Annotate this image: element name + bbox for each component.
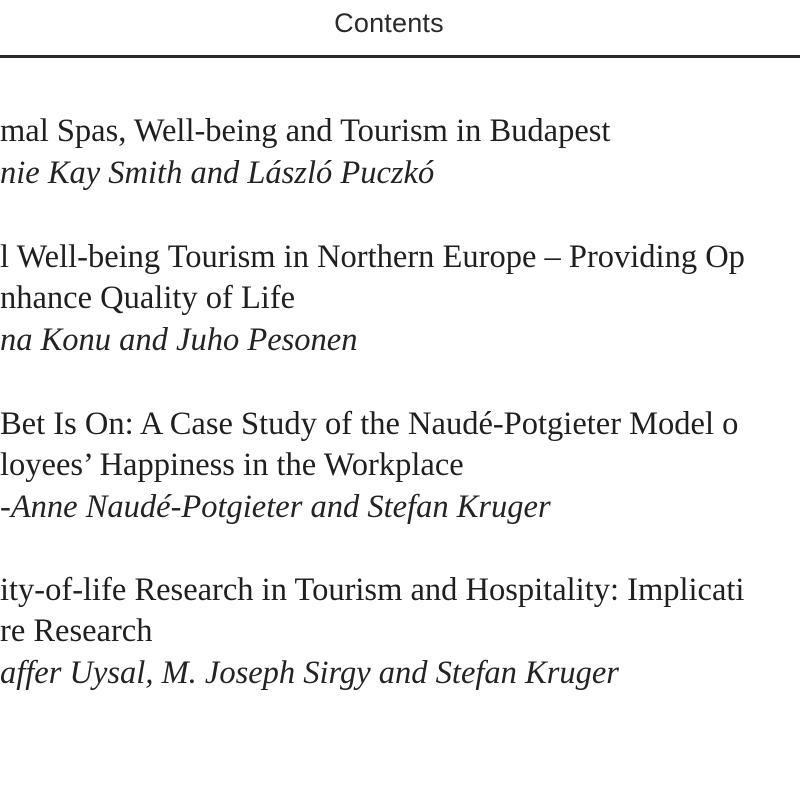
toc-entry-authors: nie Kay Smith and László Puczkó xyxy=(0,155,435,191)
toc-entry-title-line: re Research xyxy=(0,613,153,649)
toc-entry-title-line: Bet Is On: A Case Study of the Naudé-Potgieter Model o xyxy=(0,406,739,442)
toc-entry-authors: affer Uysal, M. Joseph Sirgy and Stefan Kruger xyxy=(0,655,619,691)
toc-entry-title-line: nhance Quality of Life xyxy=(0,280,296,316)
toc-entry-title-line: l Well-being Tourism in Northern Europe – Providing Op xyxy=(0,239,745,275)
toc-entry-authors: -Anne Naudé-Potgieter and Stefan Kruger xyxy=(0,489,551,525)
toc-entry-title-line: mal Spas, Well-being and Tourism in Budapest xyxy=(0,113,611,149)
running-head-title: Contents xyxy=(334,8,444,38)
toc-entry-authors: na Konu and Juho Pesonen xyxy=(0,322,358,358)
toc-entry-title-line: ity-of-life Research in Tourism and Hospitality: Implicati xyxy=(0,572,745,608)
toc-entry-title-line: loyees’ Happiness in the Workplace xyxy=(0,447,464,483)
